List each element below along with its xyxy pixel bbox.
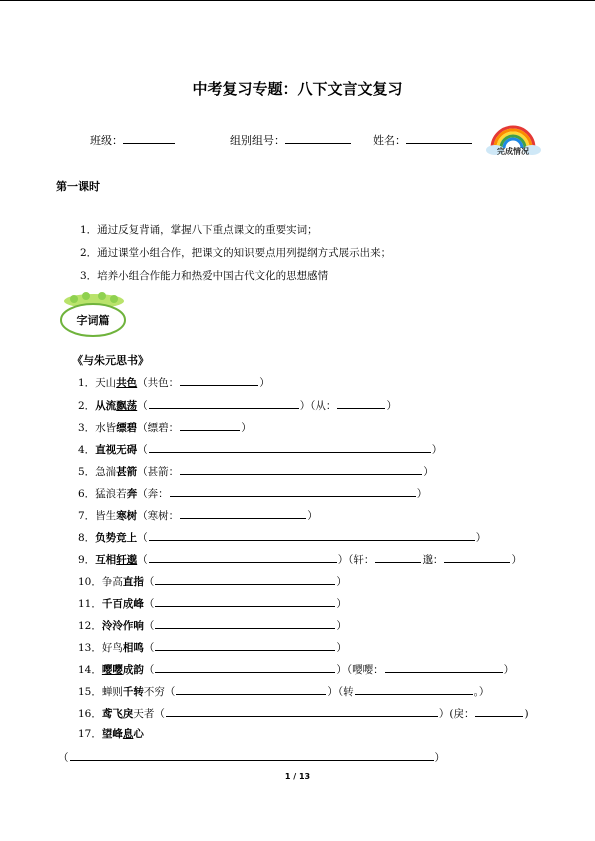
question-number: 4． xyxy=(78,444,96,456)
close-paren: ） xyxy=(423,466,434,478)
question-number: 9． xyxy=(78,554,96,566)
question-number: 17． xyxy=(78,728,102,740)
book-title: 《与朱元思书》 xyxy=(72,354,149,367)
group-field xyxy=(230,132,351,148)
question-number: 13． xyxy=(78,642,102,654)
question-11 xyxy=(78,594,347,610)
prompt-text: （ xyxy=(164,686,176,698)
prompt-text: ）（嘤嘤： xyxy=(336,664,384,676)
prompt-text: ）(戾： xyxy=(438,708,475,720)
prompt-text: （ xyxy=(143,598,155,610)
question-10 xyxy=(78,572,347,588)
answer-blank[interactable] xyxy=(444,550,510,563)
question-number: 11． xyxy=(78,598,102,610)
answer-blank[interactable] xyxy=(180,506,306,519)
question-12 xyxy=(78,616,347,632)
prompt-text: （寒树： xyxy=(137,510,180,522)
top-rule xyxy=(0,0,595,1)
question-3 xyxy=(78,418,252,434)
prompt-text: （ xyxy=(143,664,155,676)
prompt-text: 邈： xyxy=(422,554,444,566)
question-number: 14． xyxy=(78,664,102,676)
close-paren: ） xyxy=(241,422,252,434)
key-word: 鸢飞戾 xyxy=(101,708,134,720)
answer-blank[interactable] xyxy=(375,550,421,563)
key-word: 共色 xyxy=(116,377,138,389)
key-word: 直指 xyxy=(122,576,144,588)
key-word: 嘤嘤 xyxy=(101,664,123,676)
answer-blank[interactable] xyxy=(149,396,299,409)
answer-blank[interactable] xyxy=(166,704,438,717)
key-word: 奔 xyxy=(126,488,138,500)
prompt-text: （ xyxy=(137,444,148,456)
objective-3: 3．培养小组合作能力和热爱中国古代文化的思想感情 xyxy=(80,270,329,282)
badge-label: 完成情况 xyxy=(497,147,529,156)
question-17 xyxy=(78,726,144,742)
group-blank[interactable] xyxy=(285,132,351,144)
question-6 xyxy=(78,484,427,500)
question-text: 争高 xyxy=(101,576,123,588)
close-paren: ） xyxy=(475,532,487,544)
close-paren: ） xyxy=(386,400,397,412)
prompt-text: （ xyxy=(143,576,155,588)
close-paren: ） xyxy=(434,752,445,764)
question-text: 不穷 xyxy=(143,686,165,698)
close-paren: ） xyxy=(336,576,347,588)
prompt-text: （奔： xyxy=(137,488,169,500)
question-text: 皆生 xyxy=(95,510,117,522)
prompt-text: ）（转 xyxy=(327,686,354,698)
question-14 xyxy=(78,660,514,676)
question-text: 水皆 xyxy=(95,422,117,434)
answer-blank[interactable] xyxy=(155,572,335,585)
key-word: 泠泠作响 xyxy=(101,620,144,632)
question-15 xyxy=(78,682,489,698)
prompt-text: （ xyxy=(154,708,165,720)
key-word: 缥碧 xyxy=(116,422,138,434)
question-number: 8． xyxy=(78,532,96,544)
question-number: 12． xyxy=(78,620,102,632)
close-paren: ） xyxy=(511,554,522,566)
prompt-text: ）（从： xyxy=(299,400,337,412)
question-number: 6． xyxy=(78,488,96,500)
close-paren: ) xyxy=(524,708,529,720)
answer-blank[interactable] xyxy=(149,440,431,453)
key-word: 相鸣 xyxy=(122,642,144,654)
answer-blank[interactable] xyxy=(155,594,335,607)
key-word: 息 xyxy=(122,728,134,740)
answer-blank[interactable] xyxy=(149,550,337,563)
prompt-text: （ xyxy=(58,752,69,764)
question-text: 望峰 xyxy=(101,728,123,740)
class-field xyxy=(90,132,175,148)
objective-1: 1．通过反复背诵，掌握八下重点课文的重要实词； xyxy=(80,224,318,236)
prompt-text: ）（轩： xyxy=(337,554,375,566)
answer-blank[interactable] xyxy=(170,484,416,497)
key-word: 飘荡 xyxy=(116,400,138,412)
section-title: 第一课时 xyxy=(56,180,100,193)
answer-blank[interactable] xyxy=(180,373,258,386)
name-label: 姓名： xyxy=(373,134,406,147)
rainbow-badge-icon xyxy=(486,122,541,158)
question-7 xyxy=(78,506,318,522)
question-2 xyxy=(78,396,397,412)
class-blank[interactable] xyxy=(123,132,175,144)
prompt-text: （共色： xyxy=(137,377,180,389)
question-number: 3． xyxy=(78,422,96,434)
question-16 xyxy=(78,704,529,720)
prompt-text: （缥碧： xyxy=(137,422,180,434)
close-paren: ） xyxy=(336,642,347,654)
key-word: 寒树 xyxy=(116,510,138,522)
key-word: 千百成峰 xyxy=(101,598,144,610)
class-label: 班级： xyxy=(90,134,123,147)
question-number: 1． xyxy=(78,377,96,389)
close-paren: ） xyxy=(431,444,443,456)
close-paren: ） xyxy=(416,488,428,500)
vocabulary-section-icon xyxy=(56,290,131,342)
question-number: 5． xyxy=(78,466,96,478)
question-text: 从流 xyxy=(95,400,117,412)
key-word: 轩邈 xyxy=(116,554,138,566)
question-5 xyxy=(78,462,434,478)
key-word: 负势竞上 xyxy=(95,532,138,544)
question-text: 好鸟 xyxy=(101,642,123,654)
close-paren: ） xyxy=(259,377,270,389)
question-9 xyxy=(78,550,522,566)
prompt-text: （ xyxy=(143,642,155,654)
key-word: 甚箭 xyxy=(116,466,138,478)
question-text: 心 xyxy=(133,728,144,740)
answer-blank[interactable] xyxy=(180,462,422,475)
prompt-text: （ xyxy=(137,532,148,544)
prompt-text: （ xyxy=(137,400,148,412)
answer-blank[interactable] xyxy=(385,660,503,673)
question-4 xyxy=(78,440,442,456)
question-number: 7． xyxy=(78,510,96,522)
close-paren: 。） xyxy=(473,686,490,698)
answer-blank[interactable] xyxy=(155,638,335,651)
name-field xyxy=(373,132,472,148)
prompt-text: （ xyxy=(143,620,155,632)
question-text: 猛浪若 xyxy=(95,488,127,500)
question-1 xyxy=(78,373,270,389)
key-word: 千转 xyxy=(122,686,144,698)
question-text: 蝉则 xyxy=(101,686,123,698)
answer-blank[interactable] xyxy=(149,528,475,541)
page-title: 中考复习专题：八下文言文复习 xyxy=(192,80,403,98)
close-paren: ） xyxy=(307,510,318,522)
answer-blank[interactable] xyxy=(155,616,335,629)
answer-blank[interactable] xyxy=(155,660,335,673)
question-text: 互相 xyxy=(95,554,117,566)
question-text: 天山 xyxy=(95,377,117,389)
close-paren: ） xyxy=(336,598,347,610)
answer-blank[interactable] xyxy=(355,682,473,695)
group-label: 组别组号： xyxy=(230,134,285,147)
objective-2: 2．通过课堂小组合作，把课文的知识要点用列提纲方式展示出来； xyxy=(80,247,392,259)
answer-blank[interactable] xyxy=(475,704,523,717)
question-13 xyxy=(78,638,347,654)
key-word: 直视无碍 xyxy=(95,444,138,456)
close-paren: ） xyxy=(503,664,515,676)
question-number: 16． xyxy=(78,708,102,720)
question-17-answer-line xyxy=(58,748,445,764)
question-text: 成韵 xyxy=(122,664,144,676)
answer-blank[interactable] xyxy=(70,748,434,761)
question-text: 急湍 xyxy=(95,466,117,478)
question-number: 15． xyxy=(78,686,102,698)
question-text: 天者 xyxy=(133,708,155,720)
prompt-text: （甚箭： xyxy=(137,466,180,478)
page-number: 1 / 13 xyxy=(284,772,311,781)
answer-blank[interactable] xyxy=(337,396,385,409)
question-number: 2． xyxy=(78,400,96,412)
name-blank[interactable] xyxy=(406,132,472,144)
prompt-text: （ xyxy=(137,554,148,566)
question-8 xyxy=(78,528,486,544)
answer-blank[interactable] xyxy=(180,418,240,431)
answer-blank[interactable] xyxy=(176,682,326,695)
question-number: 10． xyxy=(78,576,102,588)
logo-label: 字词篇 xyxy=(76,314,110,327)
close-paren: ） xyxy=(336,620,347,632)
